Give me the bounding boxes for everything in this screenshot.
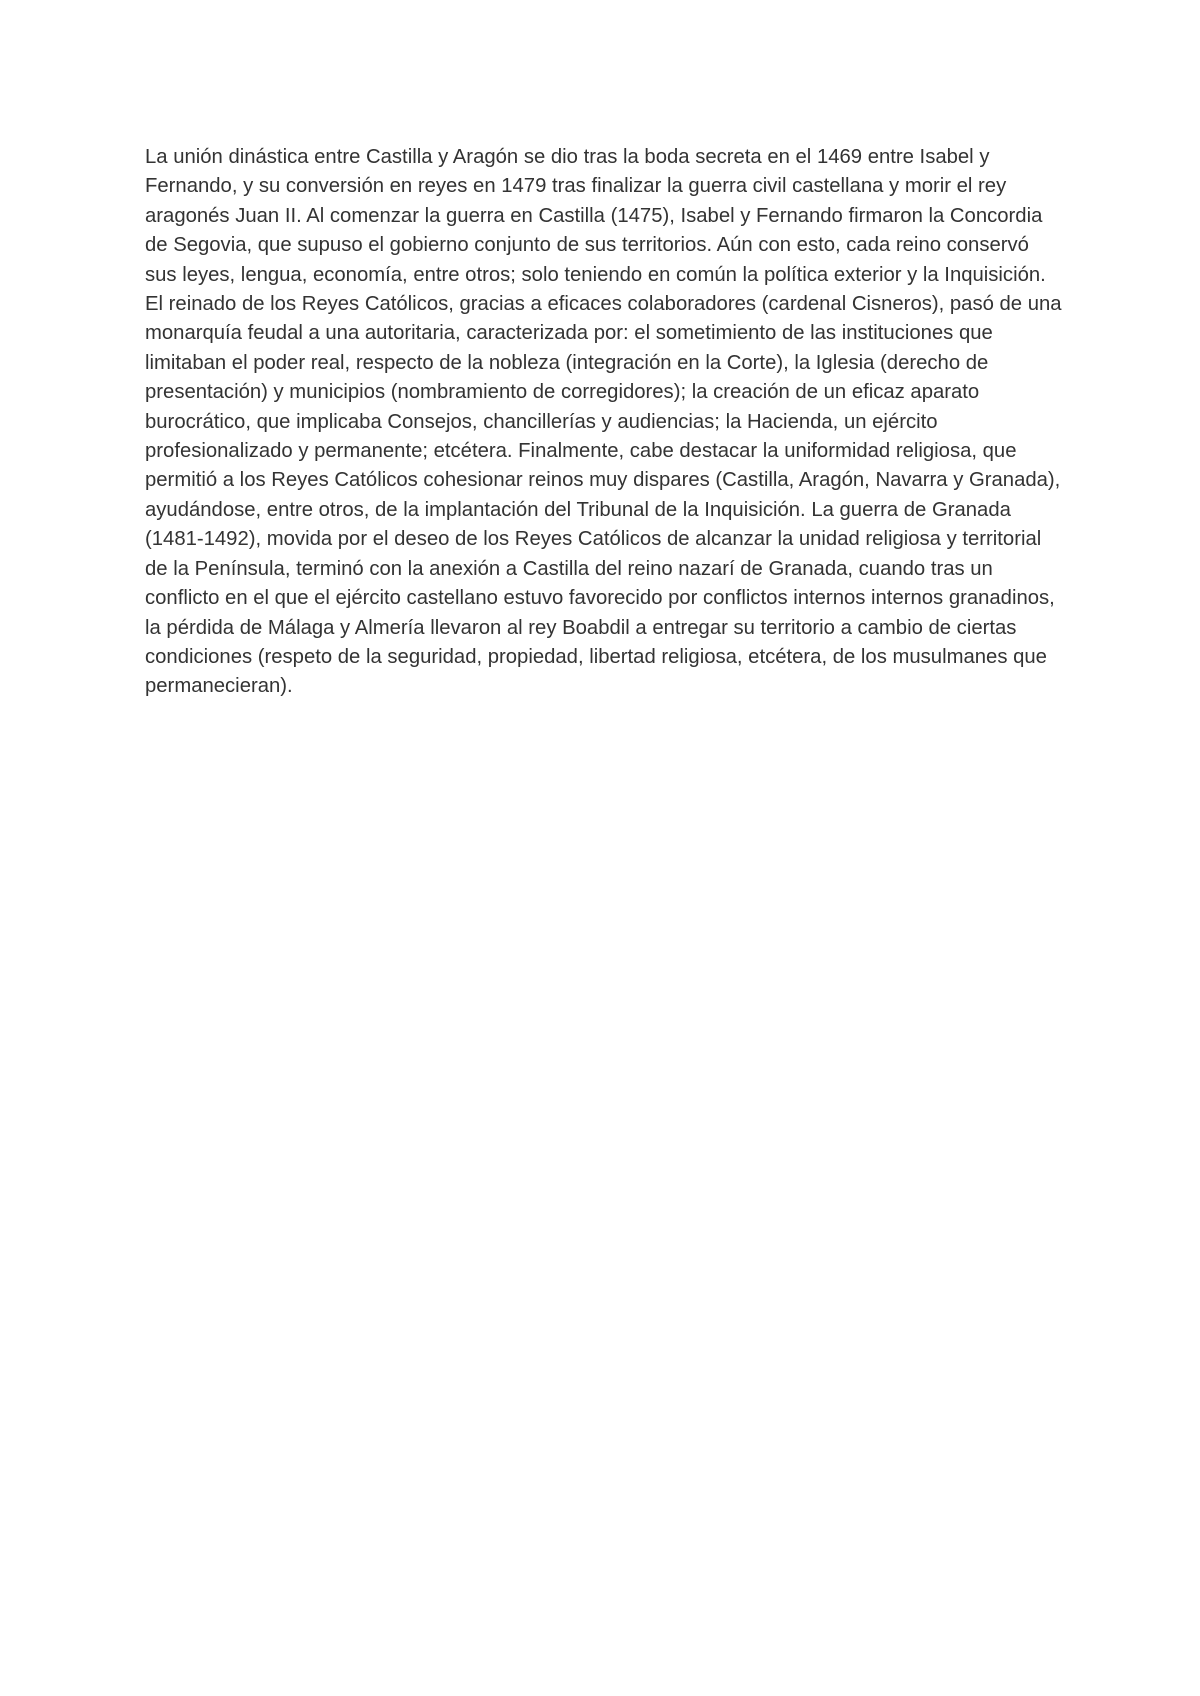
body-paragraph: La unión dinástica entre Castilla y Aragón se dio tras la boda secreta en el 1469 entre Isabel y Fernando, y su conversión en reyes en 1479 tras finalizar la guerra civil castellana y morir el rey aragonés Juan II. Al comenzar la guerra en Castilla (1475), Isabel y Fernando firmaron la Concordia de Segovia, que supuso el gobierno conjunto de sus territorios. Aún con esto, cada reino conservó sus leyes, lengua, economía, entre otros; solo teniendo en común la política exterior y la Inquisición. El reinado de los Reyes Católicos, gracias a eficaces colaboradores (cardenal Cisneros), pasó de una monarquía feudal a una autoritaria, caracterizada por: el sometimiento de las instituciones que limitaban el poder real, respecto de la nobleza (integración en la Corte), la Iglesia (derecho de presentación) y municipios (nombramiento de corregidores); la creación de un eficaz aparato burocrático, que implicaba Consejos, chancillerías y audiencias; la Hacienda, un ejército profesionalizado y permanente; etcétera. Finalmente, cabe destacar la uniformidad religiosa, que permitió a los Reyes Católicos cohesionar reinos muy dispares (Castilla, Aragón, Navarra y Granada), ayudándose, entre otros, de la implantación del Tribunal de la Inquisición. La guerra de Granada (1481-1492), movida por el deseo de los Reyes Católicos de alcanzar la unidad religiosa y territorial de la Península, terminó con la anexión a Castilla del reino nazarí de Granada, cuando tras un conflicto en el que el ejército castellano estuvo favorecido por conflictos internos internos granadinos, la pérdida de Málaga y Almería llevaron al rey Boabdil a entregar su territorio a cambio de ciertas condiciones (respeto de la seguridad, propiedad, libertad religiosa, etcétera, de los musulmanes que permanecieran). [145,146,1062,698]
